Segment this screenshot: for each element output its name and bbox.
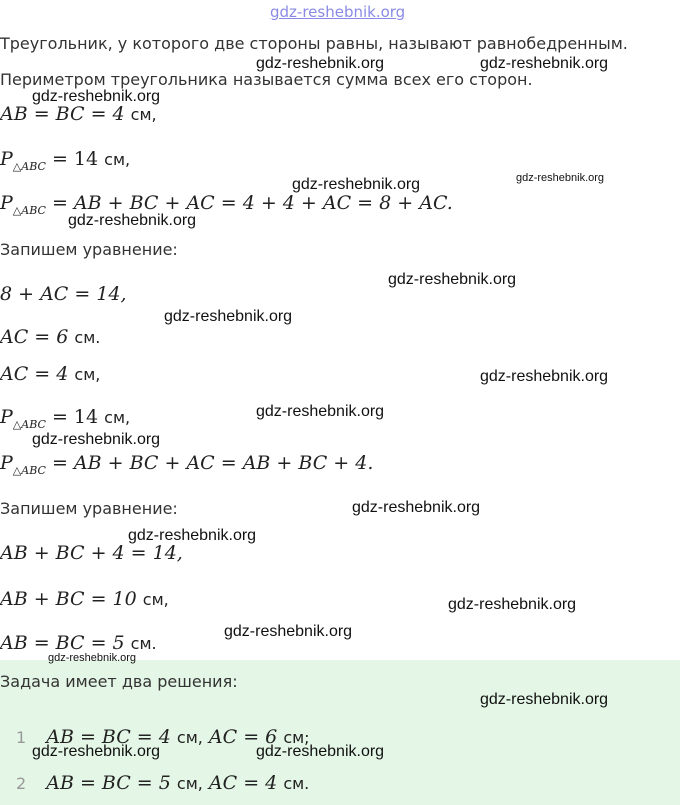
unit: см bbox=[104, 150, 126, 169]
watermark: gdz-reshebnik.org bbox=[32, 431, 161, 448]
case2-sum-result: AB + BC = 10 см, bbox=[0, 588, 169, 610]
watermark: gdz-reshebnik.org bbox=[32, 88, 161, 105]
watermark: gdz-reshebnik.org bbox=[256, 403, 385, 420]
answer-item: 1 AB = BC = 4 см, AC = 6 см; bbox=[16, 726, 310, 748]
triangle-subscript: △ABC bbox=[12, 204, 46, 217]
watermark: gdz-reshebnik.org bbox=[68, 212, 197, 229]
watermark: gdz-reshebnik.org bbox=[480, 691, 609, 708]
case2-perimeter-sum: $P_{\triangle ABC}$ = AB + BC + AC = AB + BC + 4. bbox=[0, 452, 374, 477]
case2-equation: AB + BC + 4 = 14, bbox=[0, 542, 183, 564]
case1-perimeter-sum-rhs: = AB + BC + AC = 4 + 4 + AC = 8 + AC. bbox=[51, 192, 453, 214]
case1-perimeter-sum: $P_{\triangle ABC}$ = AB + BC + AC = 4 + 4 + AC = 8 + AC. bbox=[0, 192, 453, 217]
unit: см bbox=[130, 105, 152, 124]
answer-heading: Задача имеет два решения: bbox=[0, 672, 238, 691]
perimeter-symbol: P bbox=[0, 148, 13, 170]
case2-equation-label: Запишем уравнение: bbox=[0, 499, 178, 518]
watermark: gdz-reshebnik.org bbox=[32, 743, 161, 760]
watermark: gdz-reshebnik.org bbox=[448, 596, 577, 613]
watermark: gdz-reshebnik.org bbox=[292, 176, 421, 193]
case1-perimeter: $P_{\triangle ABC} = 14$ см, bbox=[0, 148, 131, 173]
watermark: gdz-reshebnik.org bbox=[480, 368, 609, 385]
watermark: gdz-reshebnik.org bbox=[516, 172, 605, 184]
case1-equation: 8 + AC = 14, bbox=[0, 283, 127, 305]
case1-sides: AB = BC = 4 см, bbox=[0, 103, 157, 125]
case2-perimeter: $P_{\triangle ABC} = 14$ см, bbox=[0, 406, 131, 431]
case1-ac-result: AC = 6 см. bbox=[0, 326, 101, 348]
answer-number: 2 bbox=[16, 774, 27, 793]
triangle-subscript: △ABC bbox=[12, 160, 46, 173]
watermark: gdz-reshebnik.org bbox=[48, 652, 137, 664]
watermark: gdz-reshebnik.org bbox=[256, 743, 385, 760]
watermark: gdz-reshebnik.org bbox=[352, 499, 481, 516]
watermark: gdz-reshebnik.org bbox=[224, 623, 353, 640]
watermark: gdz-reshebnik.org bbox=[480, 55, 609, 72]
case2-ac: AC = 4 см, bbox=[0, 363, 101, 385]
case1-perimeter-value: = 14 bbox=[51, 148, 99, 170]
answer-number: 1 bbox=[16, 728, 27, 747]
case2-sides-result: AB = BC = 5 см. bbox=[0, 632, 157, 654]
answer-item: 2 AB = BC = 5 см, AC = 4 см. bbox=[16, 772, 310, 794]
watermark: gdz-reshebnik.org bbox=[164, 308, 293, 325]
case1-sides-eq: AB = BC = 4 bbox=[0, 103, 125, 125]
watermark: gdz-reshebnik.org bbox=[388, 271, 517, 288]
site-title-link[interactable]: gdz-reshebnik.org bbox=[270, 3, 406, 21]
watermark: gdz-reshebnik.org bbox=[128, 527, 257, 544]
watermark: gdz-reshebnik.org bbox=[256, 55, 385, 72]
definition-isosceles: Треугольник, у которого две стороны равны, называют равнобедренным. bbox=[0, 34, 628, 53]
definition-perimeter: Периметром треугольника называется сумма всех его сторон. bbox=[0, 70, 533, 89]
case1-equation-label: Запишем уравнение: bbox=[0, 240, 178, 259]
